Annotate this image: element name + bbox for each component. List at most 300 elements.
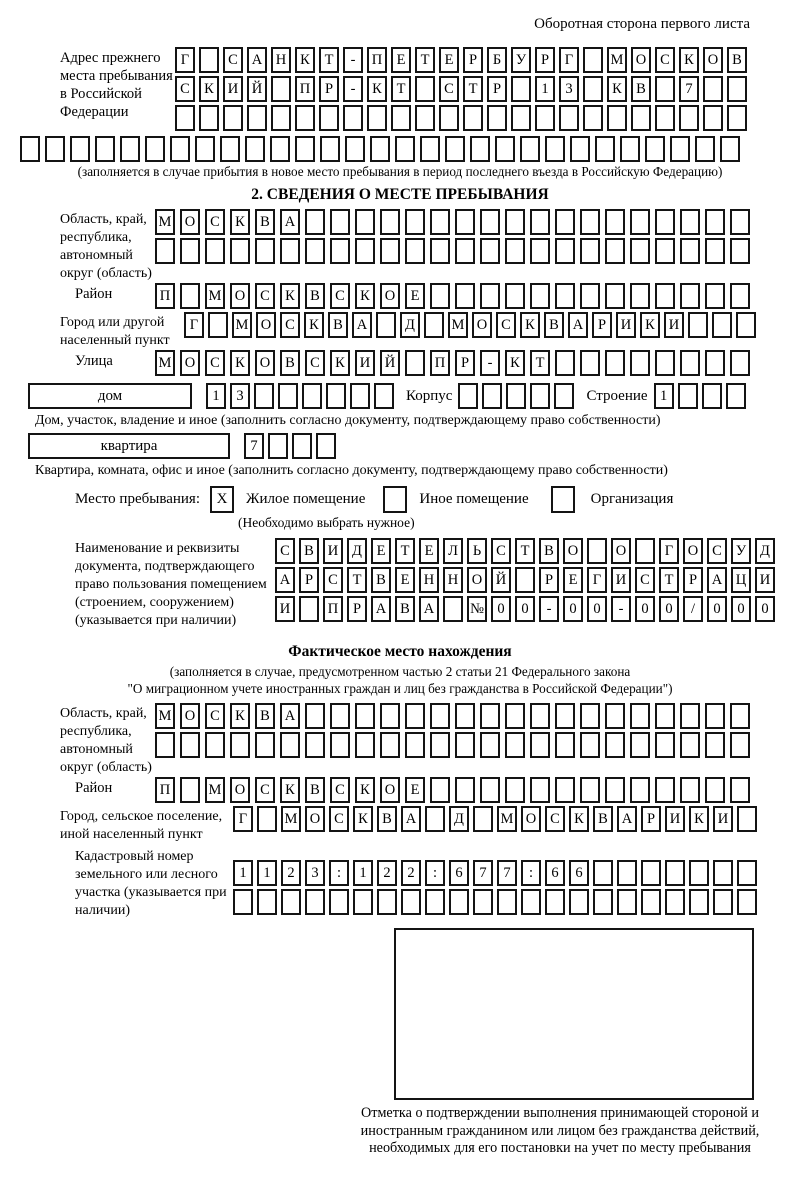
char-cell bbox=[583, 47, 603, 73]
char-cell bbox=[580, 732, 600, 758]
char-cell bbox=[424, 312, 444, 338]
char-cell bbox=[680, 703, 700, 729]
char-cell bbox=[497, 889, 517, 915]
char-cell bbox=[155, 238, 175, 264]
char-cell bbox=[580, 777, 600, 803]
char-cell: О bbox=[230, 777, 250, 803]
char-cell: В bbox=[305, 777, 325, 803]
char-cell: 0 bbox=[635, 596, 655, 622]
char-cell bbox=[449, 889, 469, 915]
char-cell: С bbox=[329, 806, 349, 832]
char-cell: 0 bbox=[755, 596, 775, 622]
char-cell bbox=[730, 777, 750, 803]
region-row-2[interactable] bbox=[155, 238, 755, 264]
char-cell: 2 bbox=[377, 860, 397, 886]
char-cell: С bbox=[545, 806, 565, 832]
char-cell bbox=[295, 105, 315, 131]
char-cell: Р bbox=[455, 350, 475, 376]
char-cell: Й bbox=[380, 350, 400, 376]
char-cell: К bbox=[295, 47, 315, 73]
char-cell: С bbox=[323, 567, 343, 593]
char-cell bbox=[455, 209, 475, 235]
char-cell bbox=[680, 238, 700, 264]
char-cell bbox=[703, 76, 723, 102]
char-cell: Т bbox=[659, 567, 679, 593]
char-cell bbox=[305, 732, 325, 758]
actual-location-title: Фактическое место нахождения bbox=[288, 643, 512, 660]
char-cell: Е bbox=[419, 538, 439, 564]
char-cell bbox=[555, 350, 575, 376]
char-cell bbox=[617, 860, 637, 886]
char-cell bbox=[607, 105, 627, 131]
char-cell: К bbox=[355, 777, 375, 803]
char-cell: В bbox=[299, 538, 319, 564]
char-cell: Т bbox=[515, 538, 535, 564]
char-cell: Р bbox=[347, 596, 367, 622]
char-cell bbox=[554, 383, 574, 409]
char-cell bbox=[320, 136, 340, 162]
char-cell bbox=[505, 209, 525, 235]
actual-region-label: Область, край, республика, автономный округ (область) bbox=[60, 706, 152, 775]
previous-address-row-3[interactable] bbox=[175, 105, 751, 131]
actual-region-row-1[interactable] bbox=[155, 703, 755, 729]
char-cell bbox=[355, 732, 375, 758]
char-cell bbox=[355, 209, 375, 235]
char-cell bbox=[665, 860, 685, 886]
char-cell: 1 bbox=[206, 383, 226, 409]
char-cell bbox=[580, 238, 600, 264]
char-cell: П bbox=[323, 596, 343, 622]
district-row[interactable] bbox=[155, 283, 755, 309]
region-row-1[interactable] bbox=[155, 209, 755, 235]
char-cell: А bbox=[371, 596, 391, 622]
char-cell: 7 bbox=[497, 860, 517, 886]
char-cell bbox=[455, 283, 475, 309]
char-cell bbox=[730, 703, 750, 729]
char-cell bbox=[280, 732, 300, 758]
korpus-row[interactable] bbox=[458, 383, 578, 409]
char-cell bbox=[505, 283, 525, 309]
char-cell bbox=[353, 889, 373, 915]
title-document-row-2[interactable] bbox=[275, 567, 779, 593]
char-cell: М bbox=[232, 312, 252, 338]
char-cell: О bbox=[472, 312, 492, 338]
char-cell: К bbox=[330, 350, 350, 376]
char-cell: Е bbox=[405, 777, 425, 803]
char-cell bbox=[271, 105, 291, 131]
char-cell bbox=[521, 889, 541, 915]
char-cell bbox=[680, 732, 700, 758]
cadastral-row-2[interactable] bbox=[233, 889, 761, 915]
char-cell bbox=[281, 889, 301, 915]
char-cell: М bbox=[205, 283, 225, 309]
char-cell bbox=[223, 105, 243, 131]
char-cell: О bbox=[255, 350, 275, 376]
char-cell bbox=[430, 777, 450, 803]
char-cell: И bbox=[611, 567, 631, 593]
char-cell: Ц bbox=[731, 567, 751, 593]
char-cell bbox=[555, 238, 575, 264]
char-cell: А bbox=[617, 806, 637, 832]
char-cell bbox=[737, 806, 757, 832]
char-cell bbox=[705, 777, 725, 803]
previous-address-overflow-row[interactable] bbox=[20, 136, 800, 162]
char-cell bbox=[295, 136, 315, 162]
char-cell: - bbox=[343, 47, 363, 73]
char-cell: В bbox=[255, 209, 275, 235]
char-cell: О bbox=[631, 47, 651, 73]
char-cell bbox=[255, 238, 275, 264]
char-cell: П bbox=[155, 777, 175, 803]
char-cell bbox=[713, 860, 733, 886]
char-cell: В bbox=[544, 312, 564, 338]
district-label: Район bbox=[75, 286, 113, 302]
char-cell: Т bbox=[530, 350, 550, 376]
char-cell bbox=[605, 350, 625, 376]
char-cell bbox=[220, 136, 240, 162]
char-cell: 3 bbox=[305, 860, 325, 886]
char-cell: Г bbox=[559, 47, 579, 73]
char-cell bbox=[530, 209, 550, 235]
field-apartment bbox=[28, 433, 800, 462]
char-cell: 3 bbox=[559, 76, 579, 102]
char-cell bbox=[727, 105, 747, 131]
char-cell: М bbox=[155, 350, 175, 376]
actual-district-row[interactable] bbox=[155, 777, 755, 803]
char-cell bbox=[645, 136, 665, 162]
char-cell bbox=[425, 889, 445, 915]
char-cell: А bbox=[568, 312, 588, 338]
char-cell: Г bbox=[233, 806, 253, 832]
char-cell bbox=[329, 889, 349, 915]
char-cell: К bbox=[280, 283, 300, 309]
char-cell: 1 bbox=[654, 383, 674, 409]
char-cell: М bbox=[205, 777, 225, 803]
char-cell: Т bbox=[391, 76, 411, 102]
char-cell bbox=[405, 238, 425, 264]
char-cell bbox=[511, 105, 531, 131]
char-cell bbox=[257, 889, 277, 915]
char-cell: С bbox=[635, 567, 655, 593]
char-cell: В bbox=[727, 47, 747, 73]
char-cell bbox=[617, 889, 637, 915]
char-cell: Б bbox=[487, 47, 507, 73]
checkbox-organization[interactable] bbox=[551, 486, 575, 513]
char-cell bbox=[482, 383, 502, 409]
char-cell bbox=[705, 703, 725, 729]
char-cell: 2 bbox=[281, 860, 301, 886]
char-cell bbox=[299, 596, 319, 622]
char-cell bbox=[505, 238, 525, 264]
char-cell: Р bbox=[592, 312, 612, 338]
char-cell: - bbox=[539, 596, 559, 622]
char-cell bbox=[380, 238, 400, 264]
char-cell: В bbox=[395, 596, 415, 622]
char-cell bbox=[175, 105, 195, 131]
char-cell: Е bbox=[391, 47, 411, 73]
char-cell: П bbox=[155, 283, 175, 309]
char-cell bbox=[605, 703, 625, 729]
char-cell bbox=[630, 732, 650, 758]
house-number-row[interactable] bbox=[206, 383, 398, 409]
char-cell bbox=[155, 732, 175, 758]
char-cell bbox=[530, 732, 550, 758]
char-cell bbox=[458, 383, 478, 409]
char-cell bbox=[473, 889, 493, 915]
char-cell: - bbox=[480, 350, 500, 376]
char-cell bbox=[443, 596, 463, 622]
char-cell: И bbox=[713, 806, 733, 832]
char-cell: О bbox=[256, 312, 276, 338]
char-cell bbox=[292, 433, 312, 459]
char-cell: С bbox=[223, 47, 243, 73]
char-cell bbox=[635, 538, 655, 564]
previous-address-label: Адрес прежнего места пребывания в Российской Федерации bbox=[60, 50, 173, 120]
char-cell bbox=[712, 312, 732, 338]
char-cell: К bbox=[607, 76, 627, 102]
city-row[interactable] bbox=[184, 312, 760, 338]
char-cell bbox=[120, 136, 140, 162]
char-cell bbox=[655, 105, 675, 131]
char-cell: И bbox=[664, 312, 684, 338]
char-cell bbox=[430, 703, 450, 729]
char-cell: : bbox=[425, 860, 445, 886]
char-cell bbox=[555, 283, 575, 309]
char-cell: Й bbox=[247, 76, 267, 102]
char-cell: 1 bbox=[353, 860, 373, 886]
char-cell: О bbox=[305, 806, 325, 832]
char-cell: И bbox=[755, 567, 775, 593]
char-cell: С bbox=[496, 312, 516, 338]
char-cell bbox=[180, 732, 200, 758]
char-cell: 6 bbox=[449, 860, 469, 886]
char-cell: С bbox=[439, 76, 459, 102]
char-cell bbox=[680, 209, 700, 235]
char-cell: М bbox=[448, 312, 468, 338]
title-document-label: Наименование и реквизиты документа, подтверждающего право пользования помещением (строением, сооружением) (указывается при наличии) bbox=[75, 541, 267, 628]
char-cell bbox=[345, 136, 365, 162]
char-cell bbox=[280, 238, 300, 264]
char-cell bbox=[688, 312, 708, 338]
char-cell: Г bbox=[659, 538, 679, 564]
previous-address-row-2[interactable] bbox=[175, 76, 751, 102]
char-cell bbox=[415, 76, 435, 102]
char-cell: О bbox=[467, 567, 487, 593]
char-cell bbox=[230, 238, 250, 264]
char-cell bbox=[455, 777, 475, 803]
char-cell bbox=[430, 283, 450, 309]
char-cell bbox=[199, 47, 219, 73]
cadastral-row-1[interactable] bbox=[233, 860, 761, 886]
char-cell bbox=[330, 703, 350, 729]
char-cell bbox=[355, 703, 375, 729]
char-cell bbox=[631, 105, 651, 131]
char-cell: К bbox=[689, 806, 709, 832]
char-cell bbox=[245, 136, 265, 162]
char-cell: С bbox=[205, 350, 225, 376]
char-cell: В bbox=[328, 312, 348, 338]
char-cell bbox=[95, 136, 115, 162]
confirmation-stamp-area bbox=[394, 928, 754, 1100]
char-cell bbox=[569, 889, 589, 915]
char-cell bbox=[520, 136, 540, 162]
char-cell bbox=[705, 238, 725, 264]
char-cell bbox=[473, 806, 493, 832]
char-cell bbox=[689, 860, 709, 886]
char-cell bbox=[555, 777, 575, 803]
stroenie-row[interactable] bbox=[654, 383, 750, 409]
option-residential-label: Жилое помещение bbox=[246, 491, 366, 507]
char-cell: В bbox=[593, 806, 613, 832]
char-cell: Е bbox=[563, 567, 583, 593]
field-street bbox=[75, 350, 800, 379]
char-cell bbox=[420, 136, 440, 162]
char-cell bbox=[270, 136, 290, 162]
char-cell bbox=[713, 889, 733, 915]
char-cell: К bbox=[230, 209, 250, 235]
char-cell bbox=[487, 105, 507, 131]
char-cell: В bbox=[255, 703, 275, 729]
char-cell bbox=[570, 136, 590, 162]
char-cell: Р bbox=[535, 47, 555, 73]
actual-region-row-2[interactable] bbox=[155, 732, 755, 758]
char-cell bbox=[326, 383, 346, 409]
checkbox-other-premises[interactable] bbox=[383, 486, 407, 513]
char-cell bbox=[605, 732, 625, 758]
char-cell bbox=[230, 732, 250, 758]
apartment-type-box: квартира bbox=[28, 433, 230, 459]
char-cell bbox=[405, 703, 425, 729]
char-cell: С bbox=[175, 76, 195, 102]
char-cell: 7 bbox=[473, 860, 493, 886]
char-cell: : bbox=[521, 860, 541, 886]
char-cell bbox=[655, 777, 675, 803]
char-cell bbox=[430, 732, 450, 758]
char-cell: - bbox=[343, 76, 363, 102]
actual-city-row[interactable] bbox=[233, 806, 761, 832]
char-cell: К bbox=[569, 806, 589, 832]
char-cell bbox=[405, 209, 425, 235]
title-document-row-1[interactable] bbox=[275, 538, 779, 564]
char-cell: А bbox=[280, 209, 300, 235]
char-cell: В bbox=[631, 76, 651, 102]
char-cell bbox=[630, 283, 650, 309]
region-cells bbox=[155, 209, 755, 267]
street-row[interactable] bbox=[155, 350, 755, 376]
char-cell bbox=[455, 238, 475, 264]
char-cell: О bbox=[683, 538, 703, 564]
field-actual-region bbox=[60, 703, 800, 777]
char-cell bbox=[737, 860, 757, 886]
char-cell: О bbox=[703, 47, 723, 73]
char-cell bbox=[680, 350, 700, 376]
apartment-number-row[interactable] bbox=[244, 433, 340, 459]
char-cell bbox=[330, 238, 350, 264]
cadastral-label: Кадастровый номер земельного или лесного участка (указывается при наличии) bbox=[75, 849, 227, 918]
char-cell bbox=[705, 732, 725, 758]
char-cell bbox=[45, 136, 65, 162]
char-cell bbox=[205, 238, 225, 264]
char-cell bbox=[463, 105, 483, 131]
char-cell: Р bbox=[299, 567, 319, 593]
char-cell bbox=[180, 283, 200, 309]
char-cell bbox=[145, 136, 165, 162]
char-cell bbox=[480, 209, 500, 235]
char-cell: К bbox=[355, 283, 375, 309]
char-cell: 0 bbox=[515, 596, 535, 622]
title-document-row-3[interactable] bbox=[275, 596, 779, 622]
char-cell bbox=[205, 732, 225, 758]
char-cell: Д bbox=[400, 312, 420, 338]
char-cell bbox=[330, 732, 350, 758]
char-cell bbox=[405, 350, 425, 376]
char-cell bbox=[355, 238, 375, 264]
char-cell: О bbox=[611, 538, 631, 564]
char-cell bbox=[545, 889, 565, 915]
char-cell bbox=[705, 283, 725, 309]
char-cell: 7 bbox=[244, 433, 264, 459]
char-cell bbox=[559, 105, 579, 131]
char-cell bbox=[180, 777, 200, 803]
char-cell bbox=[180, 238, 200, 264]
char-cell bbox=[70, 136, 90, 162]
char-cell: О bbox=[230, 283, 250, 309]
char-cell bbox=[425, 806, 445, 832]
char-cell bbox=[702, 383, 722, 409]
char-cell bbox=[505, 703, 525, 729]
char-cell bbox=[630, 777, 650, 803]
char-cell: П bbox=[367, 47, 387, 73]
char-cell bbox=[401, 889, 421, 915]
char-cell bbox=[655, 283, 675, 309]
char-cell: Н bbox=[443, 567, 463, 593]
char-cell: : bbox=[329, 860, 349, 886]
char-cell: Е bbox=[405, 283, 425, 309]
char-cell bbox=[445, 136, 465, 162]
char-cell bbox=[233, 889, 253, 915]
char-cell bbox=[305, 889, 325, 915]
char-cell bbox=[535, 105, 555, 131]
char-cell: К bbox=[679, 47, 699, 73]
korpus-label: Корпус bbox=[406, 388, 453, 404]
char-cell: Д bbox=[347, 538, 367, 564]
char-cell: Л bbox=[443, 538, 463, 564]
char-cell bbox=[254, 383, 274, 409]
char-cell bbox=[255, 732, 275, 758]
char-cell bbox=[530, 703, 550, 729]
char-cell bbox=[555, 732, 575, 758]
checkbox-residential[interactable]: X bbox=[210, 486, 234, 513]
actual-location-note-line1: (заполняется в случае, предусмотренном частью 2 статьи 21 Федерального закона bbox=[169, 664, 631, 679]
char-cell: М bbox=[607, 47, 627, 73]
char-cell: 0 bbox=[587, 596, 607, 622]
char-cell bbox=[630, 209, 650, 235]
char-cell: К bbox=[230, 703, 250, 729]
option-organization-label: Организация bbox=[590, 491, 674, 507]
char-cell: 1 bbox=[535, 76, 555, 102]
field-actual-district bbox=[75, 777, 800, 806]
char-cell: Д bbox=[755, 538, 775, 564]
option-other-premises-label: Иное помещение bbox=[419, 491, 529, 507]
field-previous-address bbox=[60, 47, 800, 134]
char-cell: С bbox=[655, 47, 675, 73]
char-cell: И bbox=[275, 596, 295, 622]
previous-address-row-1[interactable] bbox=[175, 47, 751, 73]
char-cell bbox=[680, 283, 700, 309]
char-cell bbox=[727, 76, 747, 102]
char-cell: О bbox=[380, 777, 400, 803]
char-cell bbox=[737, 889, 757, 915]
